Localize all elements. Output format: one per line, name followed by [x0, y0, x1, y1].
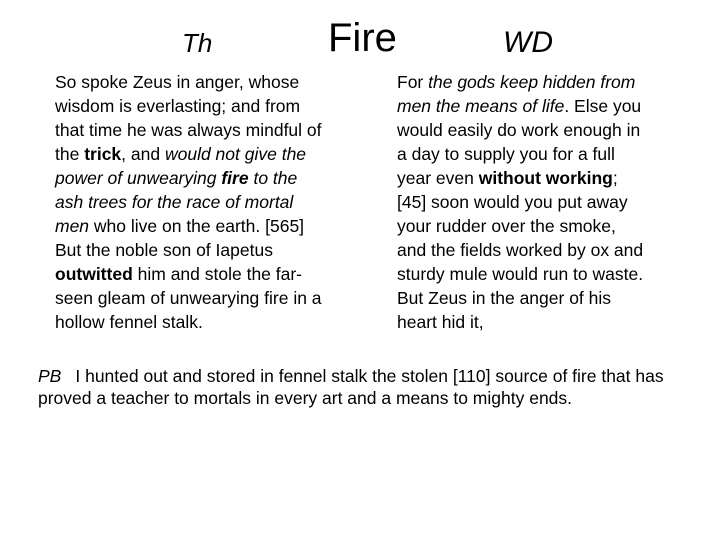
right-line: [45] soon would you put away	[397, 192, 628, 212]
header-fire-title: Fire	[328, 16, 397, 60]
right-line	[397, 94, 697, 118]
text-segment: the	[55, 144, 85, 164]
right-line: heart hid it,	[397, 312, 484, 332]
text-segment: For	[397, 72, 429, 92]
right-column-works-and-days-text	[397, 70, 697, 334]
left-column-theogony-text	[55, 70, 375, 334]
right-line: sturdy mule would run to waste.	[397, 264, 644, 284]
left-line: seen gleam of unwearying fire in a	[55, 288, 322, 308]
emphasis-italic: ash trees for the race of mortal	[55, 192, 294, 212]
emphasis-italic: men the means of life	[397, 96, 565, 116]
right-line: your rudder over the smoke,	[397, 216, 616, 236]
left-line	[55, 262, 375, 286]
right-line: and the fields worked by ox and	[397, 240, 644, 260]
left-line: that time he was always mindful of	[55, 120, 322, 140]
left-line: So spoke Zeus in anger, whose	[55, 72, 300, 92]
text-segment: him and stole the far-	[132, 264, 303, 284]
header-th: Th	[182, 28, 213, 58]
right-line	[397, 70, 697, 94]
header-wd: WD	[503, 26, 553, 59]
left-line	[55, 214, 375, 238]
text-segment: ;	[612, 168, 618, 188]
emphasis-bold: outwitted	[55, 264, 133, 284]
right-line: would easily do work enough in	[397, 120, 641, 140]
right-line: But Zeus in the anger of his	[397, 288, 612, 308]
emphasis-italic: power of unwearying	[55, 168, 222, 188]
left-line	[55, 166, 375, 190]
left-line: hollow fennel stalk.	[55, 312, 203, 332]
bottom-note	[38, 365, 698, 409]
left-line	[55, 190, 375, 214]
left-line: But the noble son of Iapetus	[55, 240, 273, 260]
text-segment: year even	[397, 168, 479, 188]
left-line: wisdom is everlasting; and from	[55, 96, 301, 116]
right-line	[397, 166, 697, 190]
emphasis-italic: men	[55, 216, 90, 236]
right-line: a day to supply you for a full	[397, 144, 615, 164]
note-line: proved a teacher to mortals in every art and a means to mighty ends.	[38, 388, 573, 408]
emphasis-italic: the gods keep hidden from	[428, 72, 636, 92]
text-segment: who live on the earth. [565]	[89, 216, 305, 236]
note-text: I hunted out and stored in fennel stalk the stolen [110] source of fire that has	[75, 366, 664, 386]
emphasis-italic: to the	[248, 168, 298, 188]
emphasis-bold: trick	[84, 144, 122, 164]
emphasis-bold: without working	[478, 168, 613, 188]
left-line	[55, 142, 375, 166]
emphasis-bold-italic: fire	[221, 168, 249, 188]
emphasis-italic: would not give the	[164, 144, 307, 164]
text-segment: . Else you	[564, 96, 642, 116]
note-tag: PB	[38, 366, 62, 386]
text-segment: , and	[121, 144, 165, 164]
note-line	[38, 365, 698, 387]
